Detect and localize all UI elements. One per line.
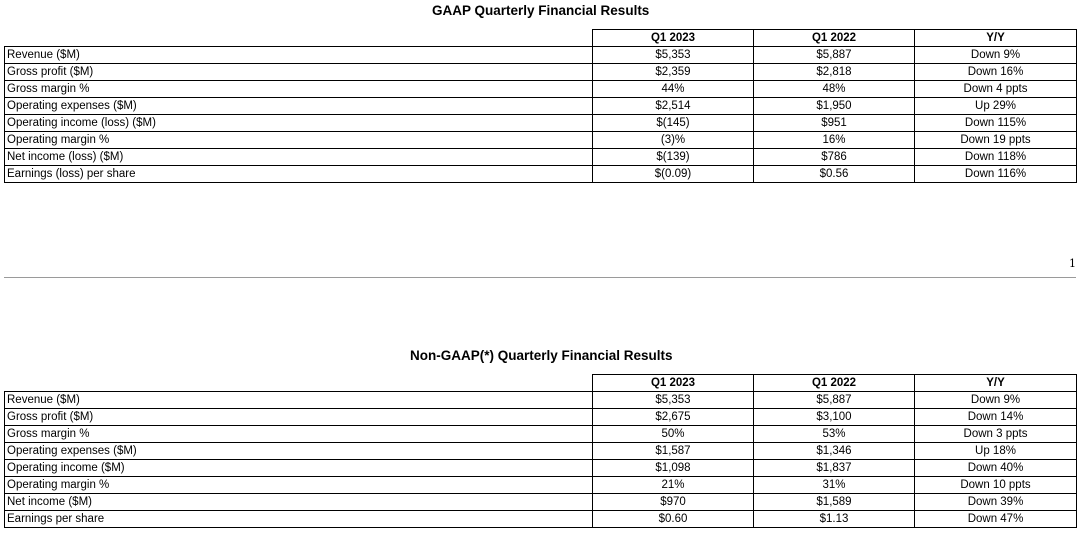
header-yoy: Y/Y	[915, 375, 1077, 392]
q1-2022-value: $2,818	[754, 64, 915, 81]
q1-2022-value: $1,589	[754, 494, 915, 511]
q1-2022-value: $5,887	[754, 47, 915, 64]
table-row	[5, 149, 1077, 166]
row-label: Revenue ($M)	[5, 392, 593, 409]
q1-2022-value: $3,100	[754, 409, 915, 426]
yoy-value: Up 29%	[915, 98, 1077, 115]
header-yoy: Y/Y	[915, 30, 1077, 47]
table-row	[5, 64, 1077, 81]
yoy-value: Down 9%	[915, 47, 1077, 64]
q1-2023-value: $(0.09)	[593, 166, 754, 183]
table-row	[5, 392, 1077, 409]
table-row	[5, 494, 1077, 511]
q1-2023-value: $2,675	[593, 409, 754, 426]
q1-2022-value: 16%	[754, 132, 915, 149]
header-q1-2023: Q1 2023	[593, 375, 754, 392]
yoy-value: Down 115%	[915, 115, 1077, 132]
table-header-row	[5, 375, 1077, 392]
yoy-value: Down 10 ppts	[915, 477, 1077, 494]
q1-2023-value: $5,353	[593, 47, 754, 64]
row-label: Gross profit ($M)	[5, 64, 593, 81]
q1-2022-value: $786	[754, 149, 915, 166]
table-row	[5, 426, 1077, 443]
q1-2023-value: $2,359	[593, 64, 754, 81]
yoy-value: Down 16%	[915, 64, 1077, 81]
row-label: Gross margin %	[5, 81, 593, 98]
q1-2022-value: $1,837	[754, 460, 915, 477]
table-row	[5, 132, 1077, 149]
row-label: Operating income (loss) ($M)	[5, 115, 593, 132]
table-header-row	[5, 30, 1077, 47]
row-label: Net income (loss) ($M)	[5, 149, 593, 166]
yoy-value: Down 116%	[915, 166, 1077, 183]
q1-2023-value: $2,514	[593, 98, 754, 115]
row-label: Operating margin %	[5, 477, 593, 494]
q1-2023-value: $0.60	[593, 511, 754, 528]
q1-2022-value: $0.56	[754, 166, 915, 183]
table-row	[5, 443, 1077, 460]
page-number: 1	[1069, 257, 1076, 270]
row-label: Operating expenses ($M)	[5, 98, 593, 115]
q1-2023-value: $5,353	[593, 392, 754, 409]
non-gaap-results-table	[4, 374, 1077, 528]
table-row	[5, 460, 1077, 477]
q1-2022-value: $1.13	[754, 511, 915, 528]
yoy-value: Down 14%	[915, 409, 1077, 426]
yoy-value: Up 18%	[915, 443, 1077, 460]
table-row	[5, 81, 1077, 98]
q1-2022-value: 48%	[754, 81, 915, 98]
yoy-value: Down 39%	[915, 494, 1077, 511]
header-q1-2023: Q1 2023	[593, 30, 754, 47]
row-label: Revenue ($M)	[5, 47, 593, 64]
gaap-results-table	[4, 29, 1077, 183]
header-blank-cell	[5, 30, 593, 47]
yoy-value: Down 9%	[915, 392, 1077, 409]
q1-2023-value: $970	[593, 494, 754, 511]
row-label: Operating income ($M)	[5, 460, 593, 477]
q1-2022-value: $1,950	[754, 98, 915, 115]
row-label: Net income ($M)	[5, 494, 593, 511]
row-label: Operating expenses ($M)	[5, 443, 593, 460]
row-label: Earnings per share	[5, 511, 593, 528]
q1-2022-value: $5,887	[754, 392, 915, 409]
q1-2023-value: (3)%	[593, 132, 754, 149]
q1-2023-value: $1,098	[593, 460, 754, 477]
yoy-value: Down 47%	[915, 511, 1077, 528]
yoy-value: Down 4 ppts	[915, 81, 1077, 98]
table-row	[5, 511, 1077, 528]
q1-2023-value: $1,587	[593, 443, 754, 460]
q1-2022-value: 31%	[754, 477, 915, 494]
q1-2023-value: $(139)	[593, 149, 754, 166]
row-label: Gross margin %	[5, 426, 593, 443]
non-gaap-table-title: Non-GAAP(*) Quarterly Financial Results	[410, 348, 673, 363]
q1-2023-value: 44%	[593, 81, 754, 98]
header-q1-2022: Q1 2022	[754, 30, 915, 47]
q1-2022-value: $951	[754, 115, 915, 132]
yoy-value: Down 19 ppts	[915, 132, 1077, 149]
gaap-table-title: GAAP Quarterly Financial Results	[432, 3, 650, 18]
q1-2023-value: 50%	[593, 426, 754, 443]
table-row	[5, 47, 1077, 64]
header-q1-2022: Q1 2022	[754, 375, 915, 392]
yoy-value: Down 40%	[915, 460, 1077, 477]
row-label: Earnings (loss) per share	[5, 166, 593, 183]
table-row	[5, 98, 1077, 115]
q1-2023-value: 21%	[593, 477, 754, 494]
table-row	[5, 115, 1077, 132]
header-blank-cell	[5, 375, 593, 392]
table-row	[5, 477, 1077, 494]
yoy-value: Down 118%	[915, 149, 1077, 166]
row-label: Operating margin %	[5, 132, 593, 149]
q1-2023-value: $(145)	[593, 115, 754, 132]
page-divider	[4, 277, 1076, 278]
q1-2022-value: $1,346	[754, 443, 915, 460]
table-row	[5, 409, 1077, 426]
yoy-value: Down 3 ppts	[915, 426, 1077, 443]
table-row	[5, 166, 1077, 183]
row-label: Gross profit ($M)	[5, 409, 593, 426]
q1-2022-value: 53%	[754, 426, 915, 443]
